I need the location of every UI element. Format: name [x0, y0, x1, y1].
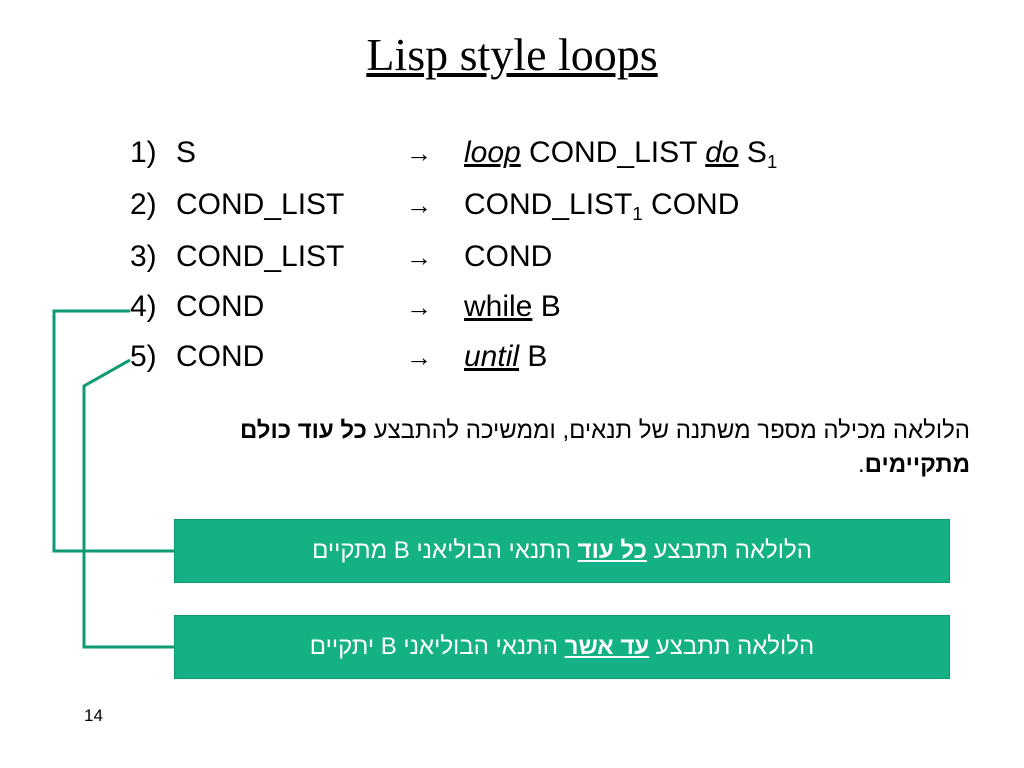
arrow-icon: → [406, 190, 432, 220]
rule-rhs-mid: COND_LIST [520, 136, 706, 169]
rule-rhs-post: B [532, 290, 561, 323]
callout-while-pre: הלולאה תתבצע [646, 537, 812, 564]
rule-lhs: COND_LIST [176, 240, 345, 273]
connector-until [84, 360, 174, 647]
page-title-text: Lisp style loops [366, 29, 658, 80]
callout-while-emphasis: כל עוד [577, 537, 647, 564]
rule-row [130, 282, 960, 332]
arrow-icon: → [406, 292, 432, 322]
rule-rhs-post: S [738, 136, 767, 169]
rule-rhs-pre: COND_LIST [464, 188, 633, 221]
rule-number: 5) [130, 340, 157, 373]
rule-number: 3) [130, 240, 157, 273]
rule-rhs-post: B [519, 340, 548, 373]
arrow-icon: → [406, 138, 432, 168]
grammar-rule-list [130, 128, 960, 382]
rule-subscript: 1 [766, 151, 778, 173]
callout-until-emphasis: עד אשר [564, 633, 650, 660]
keyword-loop: loop [464, 136, 521, 169]
rule-number: 2) [130, 188, 157, 221]
keyword-while: while [464, 290, 533, 323]
rule-number: 1) [130, 136, 157, 169]
callout-while-post: התנאי הבוליאני B מתקיים [312, 537, 578, 564]
rule-number: 4) [130, 290, 157, 323]
arrow-icon: → [406, 242, 432, 272]
page-title [0, 30, 1024, 81]
rule-row [130, 332, 960, 382]
paragraph-text: הלולאה מכילה מספר משתנה של תנאים, וממשיכה להתבצע [366, 417, 970, 444]
keyword-until: until [464, 340, 520, 373]
callout-while [174, 519, 950, 583]
rule-rhs [464, 128, 960, 180]
paragraph-tail: . [857, 451, 865, 478]
rule-row [130, 128, 960, 180]
rule-lhs: COND_LIST [176, 188, 345, 221]
callout-until [174, 615, 950, 679]
paragraph-emphasis: כל עוד כולם מתקיימים [240, 417, 970, 478]
rule-rhs [464, 282, 960, 331]
rule-rhs: COND [464, 240, 553, 273]
rule-rhs-post: COND [642, 188, 740, 221]
callout-until-pre: הלולאה תתבצע [649, 633, 815, 660]
rule-rhs [464, 180, 960, 232]
rule-lhs: S [176, 136, 197, 169]
rule-row [130, 180, 960, 232]
rule-subscript: 1 [632, 203, 643, 225]
rule-lhs: COND [176, 290, 265, 323]
explanation-paragraph [130, 414, 970, 482]
keyword-do: do [705, 136, 739, 169]
page-number: 14 [84, 706, 103, 725]
rule-row [130, 232, 960, 282]
rule-lhs: COND [176, 340, 265, 373]
arrow-icon: → [406, 342, 432, 372]
rule-rhs [464, 332, 960, 381]
callout-until-post: התנאי הבוליאני B יתקיים [309, 633, 565, 660]
